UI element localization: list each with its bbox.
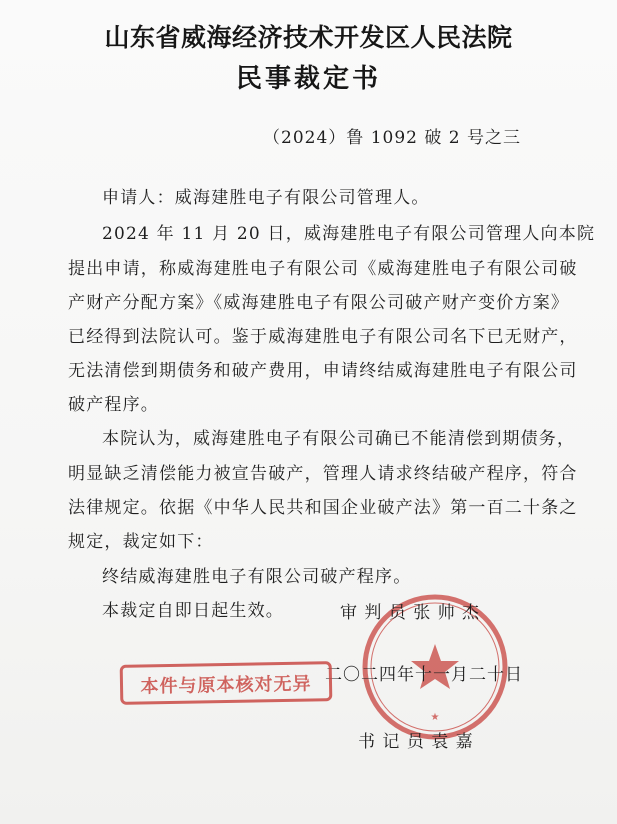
paragraph-1-line: 2024 年 11 月 20 日，威海建胜电子有限公司管理人向本院 (102, 224, 596, 244)
case-number: （2024）鲁 1092 破 2 号之三 (263, 128, 521, 148)
clerk-signature: 书 记 员 袁 嘉 (358, 732, 474, 752)
paragraph-2-line: 本院认为，威海建胜电子有限公司确已不能清偿到期债务， (102, 429, 576, 449)
paragraph-2-line: 法律规定。依据《中华人民共和国企业破产法》第一百二十条之 (68, 498, 578, 518)
paragraph-1-line: 产财产分配方案》《威海建胜电子有限公司破产财产变价方案》 (68, 293, 570, 313)
document-type: 民事裁定书 (235, 64, 381, 94)
svg-text:★: ★ (430, 712, 440, 723)
applicant-line: 申请人：威海建胜电子有限公司管理人。 (102, 188, 430, 208)
court-name: 山东省威海经济技术开发区人民法院 (104, 23, 513, 52)
judge-signature: 审 判 员 张 帅 杰 (340, 603, 481, 623)
paragraph-2-line: 规定，裁定如下： (68, 532, 214, 552)
paragraph-2-line: 明显缺乏清偿能力被宣告破产，管理人请求终结破产程序，符合 (68, 464, 578, 484)
paragraph-1-line: 提出申请，称威海建胜电子有限公司《威海建胜电子有限公司破 (68, 259, 578, 279)
ruling-line: 终结威海建胜电子有限公司破产程序。 (102, 567, 412, 587)
paragraph-1-line: 无法清偿到期债务和破产费用，申请终结威海建胜电子有限公司 (68, 361, 578, 381)
paragraph-1-line: 破产程序。 (68, 395, 159, 415)
ruling-date: 二〇二四年十一月二十日 (325, 665, 523, 685)
copy-verified-stamp: 本件与原本核对无异 (120, 661, 333, 705)
paragraph-1-line: 已经得到法院认可。鉴于威海建胜电子有限公司名下已无财产， (68, 327, 578, 347)
effect-line: 本裁定自即日起生效。 (102, 601, 284, 621)
